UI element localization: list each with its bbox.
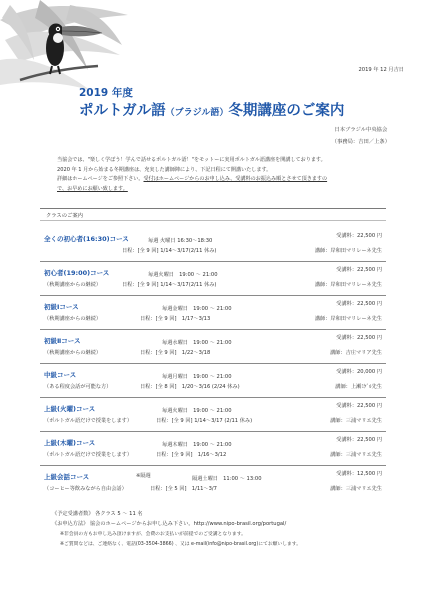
- member-note: ※非会員の方もお申し込み頂けますが、会費のお支払いが前提でのご受講となります。: [60, 531, 246, 537]
- course-dates: 日程：[全 9 回] 1/14～3/17 (2/11 休み): [156, 418, 253, 424]
- title-year: 2019 年度: [79, 87, 133, 99]
- course-note: （秋期講座からの継続）: [44, 282, 102, 288]
- course-name: 上級会話コース: [44, 473, 90, 481]
- course-name: 初級Ⅱコース: [44, 337, 81, 345]
- course-teacher: 講師：岸和田マリレーネ先生: [314, 248, 382, 254]
- class-guide-header: [40, 208, 386, 221]
- course-fee: 受講料：22,500 円: [336, 335, 382, 341]
- organization: [332, 124, 390, 148]
- org-name: 日本ブラジル中央協会: [334, 127, 388, 133]
- class-guide-label: クラスのご案内: [46, 213, 83, 219]
- course-list: [40, 228, 386, 499]
- course-note: （コーヒー等飲みながら自由会話）: [44, 486, 127, 492]
- course-note: （ポルトガル語だけで授業をします）: [44, 452, 133, 458]
- course-fee: 受講料：22,500 円: [336, 403, 382, 409]
- course-teacher: 講師：岸和田マリレーネ先生: [314, 316, 382, 322]
- title-language: ポルトガル語: [79, 103, 166, 119]
- course-note: （ある程度会話が可能な方）: [44, 384, 112, 390]
- course-note-biweekly: ※隔週: [136, 473, 151, 479]
- course-name: 上級(木曜)コース: [44, 439, 96, 447]
- capacity-note: 《予定受講者数》 各クラス 5 ～ 11 名: [52, 511, 143, 517]
- contact-note: ※ご質問などは、ご連絡なく、電話(03-3504-3866) 、又は e-mail(info@nipo-brasil.org)にてお願いします。: [60, 542, 302, 548]
- course-dates: 日程：[全 5 回] 1/11～3/7: [150, 486, 217, 492]
- course-teacher: 講師：三浦マリエ先生: [330, 486, 382, 492]
- apply-note: 《お申込方法》 協会のホームページからお申し込み下さい。http://www.nipo-brasil.org/portugal/: [52, 521, 287, 528]
- toucan-palm-illustration: [0, 0, 130, 95]
- course-fee: 受講料：12,500 円: [336, 471, 382, 477]
- intro-line-3: [57, 175, 387, 185]
- course-fee: 受講料：20,000 円: [336, 369, 382, 375]
- course-teacher: 講師：岸和田マリレーネ先生: [314, 282, 382, 288]
- course-fee: 受講料：22,500 円: [336, 267, 382, 273]
- course-schedule: 毎週月曜日 19:00 ～ 21:00: [162, 374, 232, 380]
- org-office: （事務局：吉田／上条）: [331, 139, 390, 145]
- course-name: 中級コース: [44, 371, 77, 379]
- intro-line-3b: 受付はホームページからのお申し込み、受講料のお振込み順とさせて頂きますの: [143, 176, 328, 183]
- intro-line-1: 当協会では、"楽しく学ぼう！学んで話せるポルトガル語！"をモットーに実用ポルトガル語講座を開講しております。: [57, 157, 326, 163]
- course-schedule: 隔週土曜日 11:00 ～ 13:00: [192, 476, 262, 482]
- notes: [52, 509, 392, 551]
- course-fee: 受講料：22,500 円: [336, 233, 382, 239]
- course-schedule: 毎週火曜日 19:00 ～ 21:00: [148, 272, 218, 278]
- title-paren: （ブラジル語）: [165, 108, 229, 118]
- course-dates: 日程：[全 9 回] 1/14～3/17(2/11 休み): [122, 248, 217, 254]
- course-schedule: 毎週木曜日 19:00 ～ 21:00: [162, 442, 232, 448]
- intro-line-2: 2020 年 1 月から始まる冬期講座は、充実した講師陣により、下記日程にて開講いたします。: [57, 166, 272, 173]
- course-row: [40, 398, 386, 432]
- course-teacher: 講師：三浦マリエ先生: [330, 452, 382, 458]
- course-note: （秋期講座からの継続）: [44, 316, 102, 322]
- course-name: 全くの初心者(16:30)コース: [44, 235, 129, 243]
- course-dates: 日程：[全 8 回] 1/20～3/16 (2/24 休み): [140, 384, 240, 390]
- course-row: [40, 262, 386, 296]
- course-row: [40, 296, 386, 330]
- course-schedule: 毎週火曜日 19:00 ～ 21:00: [162, 408, 232, 414]
- intro-line-4-text: で、お早めにお願い致します。: [57, 185, 128, 192]
- course-dates: 日程：[全 9 回] 1/14～3/17(2/11 休み): [122, 282, 217, 288]
- course-name: 初級Ⅰコース: [44, 303, 79, 311]
- course-teacher: 講師：三浦マリエ先生: [330, 418, 382, 424]
- course-row: [40, 466, 386, 499]
- course-note: （秋期講座からの継続）: [44, 350, 102, 356]
- course-name: 初心者(19:00)コース: [44, 269, 110, 277]
- course-dates: 日程：[全 9 回] 1/17～3/13: [140, 316, 211, 322]
- course-teacher: 講師：吉庄マリア先生: [330, 350, 382, 356]
- course-dates: 日程：[全 9 回] 1/22～3/18: [140, 350, 211, 356]
- course-schedule: 毎週金曜日 19:00 ～ 21:00: [162, 306, 232, 312]
- intro-line-3a: 詳細はホームページをご参照下さい。: [57, 176, 144, 183]
- page-title: [79, 99, 344, 120]
- course-schedule: 毎週水曜日 19:00 ～ 21:00: [162, 340, 232, 346]
- course-row: [40, 364, 386, 398]
- course-row: [40, 228, 386, 262]
- intro-text: [57, 156, 387, 194]
- course-teacher: 講師：上瀬ﾐｹﾞﾙ先生: [335, 384, 382, 390]
- intro-line-4: [57, 185, 387, 195]
- course-note: （ポルトガル語だけで授業をします）: [44, 418, 133, 424]
- title-course: 冬期講座のご案内: [228, 103, 345, 119]
- course-fee: 受講料：22,500 円: [336, 437, 382, 443]
- course-dates: 日程：[全 9 回] 1/16～3/12: [156, 452, 227, 458]
- course-name: 上級(火曜)コース: [44, 405, 96, 413]
- course-row: [40, 432, 386, 466]
- course-row: [40, 330, 386, 364]
- course-schedule: 毎週 火曜日 16:30～18:30: [148, 238, 213, 244]
- course-fee: 受講料：22,500 円: [336, 301, 382, 307]
- issue-date: 2019 年 12 月吉日: [358, 67, 404, 73]
